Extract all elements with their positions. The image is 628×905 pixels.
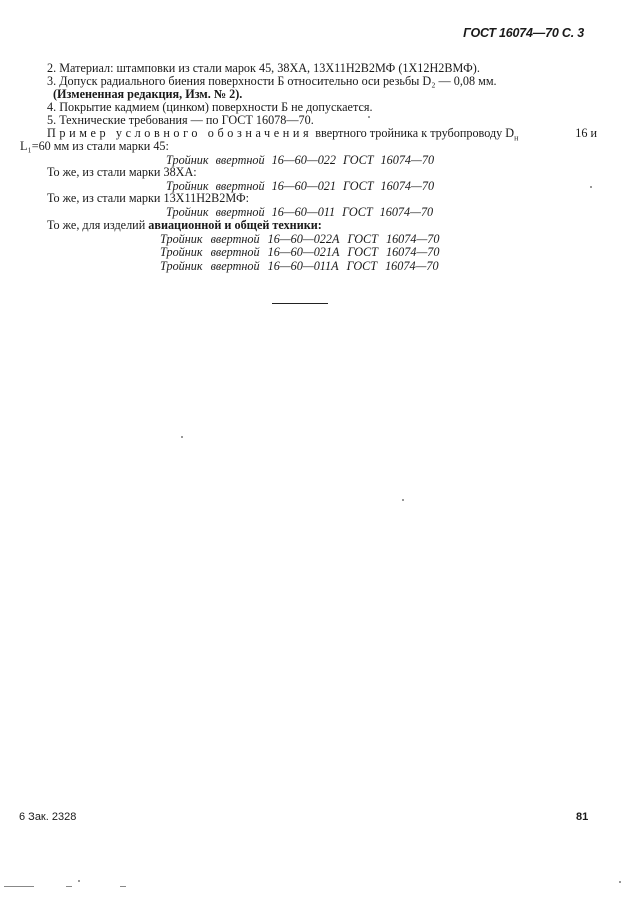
same-13x11: То же, из стали марки 13Х11Н2В2МФ: <box>47 191 250 205</box>
same-aviation-a: То же, для изделий <box>47 218 146 232</box>
designation-2: Тройник ввертной 16—60—021 ГОСТ 16074—70 <box>166 179 435 193</box>
item-2-material: 2. Материал: штамповки из стали марок 45, 38ХА, 13Х11Н2В2МФ (1Х12Н2ВМФ). <box>47 61 480 75</box>
scan-artifact <box>120 886 126 887</box>
designation-1: Тройник ввертной 16—60—022 ГОСТ 16074—70 <box>166 153 435 167</box>
same-aviation-b: авиационной и общей техники: <box>148 218 322 232</box>
scan-speck <box>368 116 370 118</box>
example-label: Пример условного обозначения <box>47 126 313 140</box>
designation-5: Тройник ввертной 16—60—021А ГОСТ 16074—70 <box>160 245 440 259</box>
dn-subscript: н <box>514 133 519 143</box>
scan-speck <box>181 436 183 438</box>
scan-artifact <box>4 886 34 887</box>
scan-artifact <box>66 886 72 887</box>
example-intro-end: 16 и <box>575 126 597 140</box>
example-intro-line-2: L₁=60 мм из стали марки 45: <box>20 139 169 153</box>
page-header: ГОСТ 16074—70 С. 3 <box>463 26 584 40</box>
example-intro-text: ввертного тройника к трубопроводу D <box>315 126 515 140</box>
scan-speck <box>619 881 621 883</box>
end-rule <box>272 303 328 304</box>
designation-3: Тройник ввертной 16—60—011 ГОСТ 16074—70 <box>166 205 434 219</box>
scan-speck <box>78 880 80 882</box>
item-4-coating: 4. Покрытие кадмием (цинком) поверхности Б не допускается. <box>47 100 373 114</box>
footer-order: 6 Зак. 2328 <box>19 811 77 823</box>
same-aviation <box>47 219 322 232</box>
item-5-requirements: 5. Технические требования — по ГОСТ 16078—70. <box>47 113 314 127</box>
designation-4: Тройник ввертной 16—60—022А ГОСТ 16074—70 <box>160 232 440 246</box>
designation-6: Тройник ввертной 16—60—011А ГОСТ 16074—70 <box>160 259 439 273</box>
item-3-tolerance: 3. Допуск радиального биения поверхности Б относительно оси резьбы D₂ — 0,08 мм. <box>47 74 497 88</box>
footer-page-number: 81 <box>576 811 589 823</box>
amendment-note: (Измененная редакция, Изм. № 2). <box>53 87 243 101</box>
scan-speck <box>402 499 404 501</box>
scan-speck <box>590 186 592 188</box>
same-38xa: То же, из стали марки 38ХА: <box>47 165 197 179</box>
